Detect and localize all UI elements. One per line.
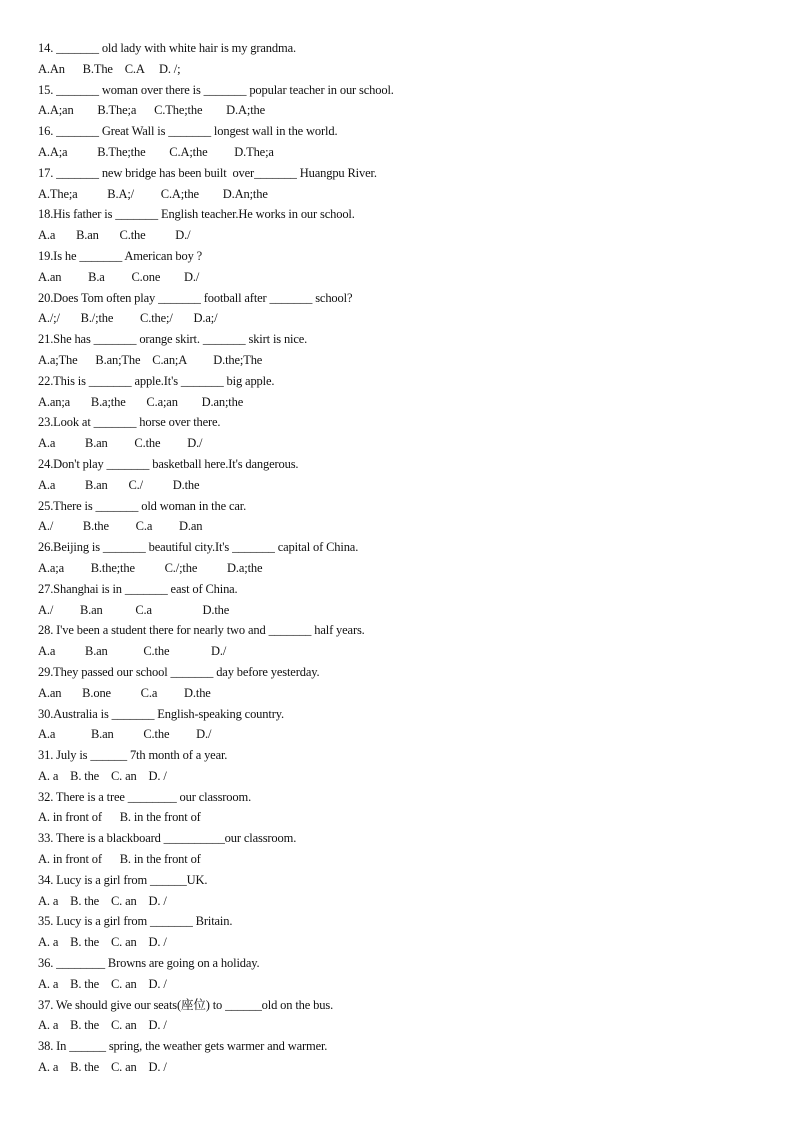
options-14: A.An B.The C.A D. /; xyxy=(38,61,181,76)
options-20: A./;/ B./;the C.the;/ D.a;/ xyxy=(38,311,218,326)
question-29: 29.They passed our school _______ day before yesterday. xyxy=(38,664,320,679)
question-19: 19.Is he _______ American boy ? xyxy=(38,248,203,263)
question-23: 23.Look at _______ horse over there. xyxy=(38,415,221,430)
worksheet-page xyxy=(38,38,768,1078)
question-38: 38. In ______ spring, the weather gets warmer and warmer. xyxy=(38,1039,328,1054)
question-36: 36. ________ Browns are going on a holiday. xyxy=(38,956,260,971)
options-26: A.a;a B.the;the C./;the D.a;the xyxy=(38,560,263,575)
question-17: 17. _______ new bridge has been built over_______ Huangpu River. xyxy=(38,165,377,180)
options-37: A. a B. the C. an D. / xyxy=(38,1018,167,1033)
options-21: A.a;The B.an;The C.an;A D.the;The xyxy=(38,352,263,367)
question-22: 22.This is _______ apple.It's _______ big apple. xyxy=(38,373,275,388)
question-33: 33. There is a blackboard __________our classroom. xyxy=(38,831,297,846)
options-31: A. a B. the C. an D. / xyxy=(38,768,167,783)
options-27: A./ B.an C.a D.the xyxy=(38,602,230,617)
options-22: A.an;a B.a;the C.a;an D.an;the xyxy=(38,394,244,409)
options-25: A./ B.the C.a D.an xyxy=(38,519,203,534)
options-35: A. a B. the C. an D. / xyxy=(38,935,167,950)
options-28: A.a B.an C.the D./ xyxy=(38,644,227,659)
question-37: 37. We should give our seats(座位) to ______old on the bus. xyxy=(38,997,334,1012)
options-18: A.a B.an C.the D./ xyxy=(38,228,191,243)
options-33: A. in front of B. in the front of xyxy=(38,852,201,867)
question-34: 34. Lucy is a girl from ______UK. xyxy=(38,872,208,887)
question-21: 21.She has _______ orange skirt. _______ skirt is nice. xyxy=(38,332,308,347)
question-31: 31. July is ______ 7th month of a year. xyxy=(38,748,228,763)
options-34: A. a B. the C. an D. / xyxy=(38,893,167,908)
options-29: A.an B.one C.a D.the xyxy=(38,685,211,700)
question-24: 24.Don't play _______ basketball here.It's dangerous. xyxy=(38,456,299,471)
options-32: A. in front of B. in the front of xyxy=(38,810,201,825)
question-20: 20.Does Tom often play _______ football after _______ school? xyxy=(38,290,353,305)
options-15: A.A;an B.The;a C.The;the D.A;the xyxy=(38,103,266,118)
options-19: A.an B.a C.one D./ xyxy=(38,269,200,284)
options-24: A.a B.an C./ D.the xyxy=(38,477,200,492)
options-38: A. a B. the C. an D. / xyxy=(38,1060,167,1075)
question-27: 27.Shanghai is in _______ east of China. xyxy=(38,581,238,596)
question-15: 15. _______ woman over there is _______ popular teacher in our school. xyxy=(38,82,394,97)
question-18: 18.His father is _______ English teacher.He works in our school. xyxy=(38,207,355,222)
question-30: 30.Australia is _______ English-speaking country. xyxy=(38,706,284,721)
question-28: 28. I've been a student there for nearly two and _______ half years. xyxy=(38,623,365,638)
options-30: A.a B.an C.the D./ xyxy=(38,727,212,742)
question-25: 25.There is _______ old woman in the car. xyxy=(38,498,247,513)
options-16: A.A;a B.The;the C.A;the D.The;a xyxy=(38,144,274,159)
options-23: A.a B.an C.the D./ xyxy=(38,436,203,451)
options-36: A. a B. the C. an D. / xyxy=(38,976,167,991)
question-14: 14. _______ old lady with white hair is my grandma. xyxy=(38,41,296,55)
question-26: 26.Beijing is _______ beautiful city.It's _______ capital of China. xyxy=(38,540,359,555)
options-17: A.The;a B.A;/ C.A;the D.An;the xyxy=(38,186,268,201)
question-16: 16. _______ Great Wall is _______ longest wall in the world. xyxy=(38,124,338,139)
question-35: 35. Lucy is a girl from _______ Britain. xyxy=(38,914,233,929)
question-32: 32. There is a tree ________ our classroom. xyxy=(38,789,252,804)
